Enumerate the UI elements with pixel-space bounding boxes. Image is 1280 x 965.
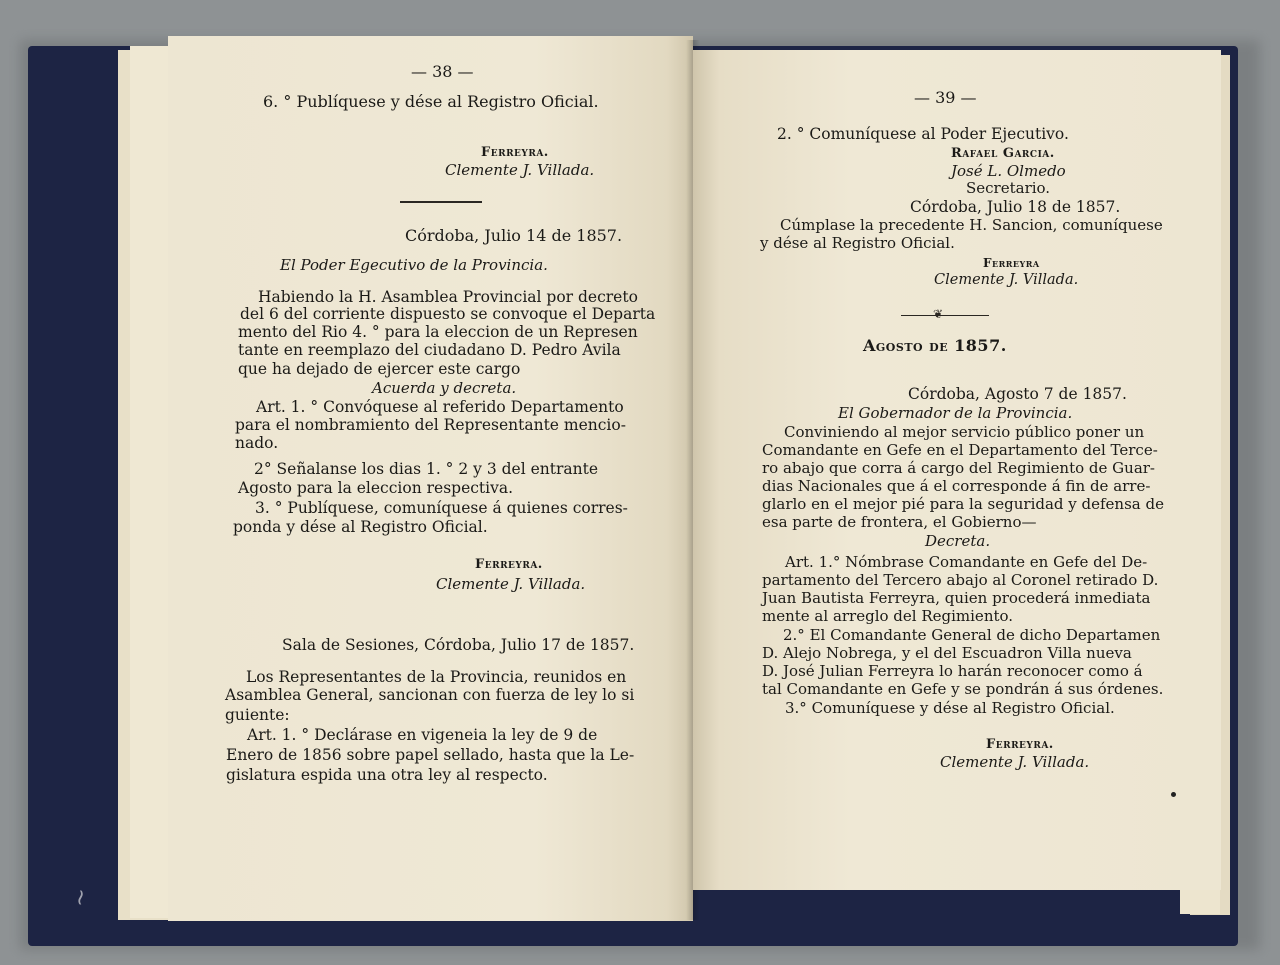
text-line: ponda y dése al Registro Oficial. (233, 518, 488, 536)
text-line: del 6 del corriente dispuesto se convoque el Departa (240, 305, 656, 323)
text-line: glarlo en el mejor pié para la seguridad y defensa de (762, 495, 1164, 513)
text-line: Conviniendo al mejor servicio público poner un (784, 423, 1145, 441)
text-line: Comandante en Gefe en el Departamento del Terce- (762, 441, 1158, 459)
text-line: ro abajo que corra á cargo del Regimiento de Guar- (762, 459, 1155, 477)
text-line: mento del Rio 4. ° para la eleccion de un Represen (238, 323, 638, 341)
text-line: para el nombramiento del Representante mencio- (235, 416, 626, 434)
text-line: D. José Julian Ferreyra lo harán reconocer como á (762, 662, 1143, 680)
text-line: mente al arreglo del Regimiento. (762, 607, 1014, 625)
text-line: guiente: (225, 706, 290, 724)
right-page (693, 50, 1221, 890)
signature-name: Ferreyra (983, 256, 1040, 270)
ornament-icon: ❦ (933, 307, 944, 321)
text-line: Agosto para la eleccion respectiva. (238, 479, 514, 497)
signature-name: Clemente J. Villada. (940, 753, 1090, 771)
signature-name: Clemente J. Villada. (436, 575, 586, 593)
text-line: gislatura espida una otra ley al respecto. (226, 766, 548, 784)
text-line: que ha dejado de ejercer este cargo (238, 360, 521, 378)
heading: El Gobernador de la Provincia. (838, 404, 1073, 422)
text-line: 2. ° Comuníquese al Poder Ejecutivo. (777, 125, 1069, 143)
text-line: Los Representantes de la Provincia, reunidos en (246, 668, 627, 686)
text-line: nado. (235, 434, 279, 452)
text-line: Art. 1. ° Declárase en vigeneia la ley de 9 de (247, 726, 598, 744)
text-line: Cúmplase la precedente H. Sancion, comuníquese (780, 216, 1163, 234)
text-line: Art. 1. ° Convóquese al referido Departamento (256, 398, 624, 416)
signature-name: Clemente J. Villada. (934, 272, 1079, 288)
page-number: — 38 — (411, 62, 474, 81)
text-line: Habiendo la H. Asamblea Provincial por decreto (258, 288, 638, 306)
text-line: tal Comandante en Gefe y se pondrán á sus órdenes. (762, 680, 1164, 698)
text-line: Acuerda y decreta. (372, 379, 517, 397)
heading: El Poder Egecutivo de la Provincia. (280, 256, 548, 274)
text-line: Enero de 1856 sobre papel sellado, hasta que la Le- (226, 746, 635, 764)
text-line: 6. ° Publíquese y dése al Registro Oficial. (263, 92, 599, 111)
date-line: Sala de Sesiones, Córdoba, Julio 17 de 1857. (282, 636, 635, 654)
signature-name: Rafael Garcia. (951, 146, 1055, 161)
pencil-mark: ~ (66, 886, 95, 909)
text-line: partamento del Tercero abajo al Coronel retirado D. (762, 571, 1159, 589)
text-line: Art. 1.° Nómbrase Comandante en Gefe del De- (785, 553, 1148, 571)
signature-name: José L. Olmedo (951, 162, 1066, 180)
text-line: Decreta. (925, 532, 991, 550)
text-line: 2° Señalanse los dias 1. ° 2 y 3 del entrante (254, 460, 599, 478)
signature-name: Ferreyra. (986, 737, 1054, 752)
page-number: — 39 — (914, 88, 977, 107)
signature-name: Ferreyra. (481, 145, 549, 160)
left-page (168, 36, 693, 921)
section-heading: Agosto de 1857. (863, 336, 1007, 355)
text-line: dias Nacionales que á el corresponde á fin de arre- (762, 477, 1151, 495)
date-line: Córdoba, Julio 14 de 1857. (405, 226, 623, 245)
signature-name: Clemente J. Villada. (445, 161, 595, 179)
text-line: tante en reemplazo del ciudadano D. Pedro Avila (238, 341, 621, 359)
text-line: 3.° Comuníquese y dése al Registro Oficial. (785, 699, 1115, 717)
text-line: 2.° El Comandante General de dicho Departamen (783, 626, 1161, 644)
text-line: y dése al Registro Oficial. (760, 234, 955, 252)
text-line: D. Alejo Nobrega, y el del Escuadron Villa nueva (762, 644, 1132, 662)
date-line: Córdoba, Julio 18 de 1857. (910, 198, 1121, 216)
text-line: esa parte de frontera, el Gobierno— (762, 513, 1037, 531)
text-line: Asamblea General, sancionan con fuerza de ley lo si (225, 686, 635, 704)
text-line: 3. ° Publíquese, comuníquese á quienes corres- (255, 499, 628, 517)
text-line: Juan Bautista Ferreyra, quien procederá inmediata (762, 589, 1151, 607)
date-line: Córdoba, Agosto 7 de 1857. (908, 385, 1127, 403)
separator-rule (400, 201, 482, 203)
signature-name: Ferreyra. (475, 557, 543, 572)
signature-title: Secretario. (966, 179, 1051, 197)
ink-spot (1171, 792, 1176, 797)
separator-rule (901, 315, 989, 316)
